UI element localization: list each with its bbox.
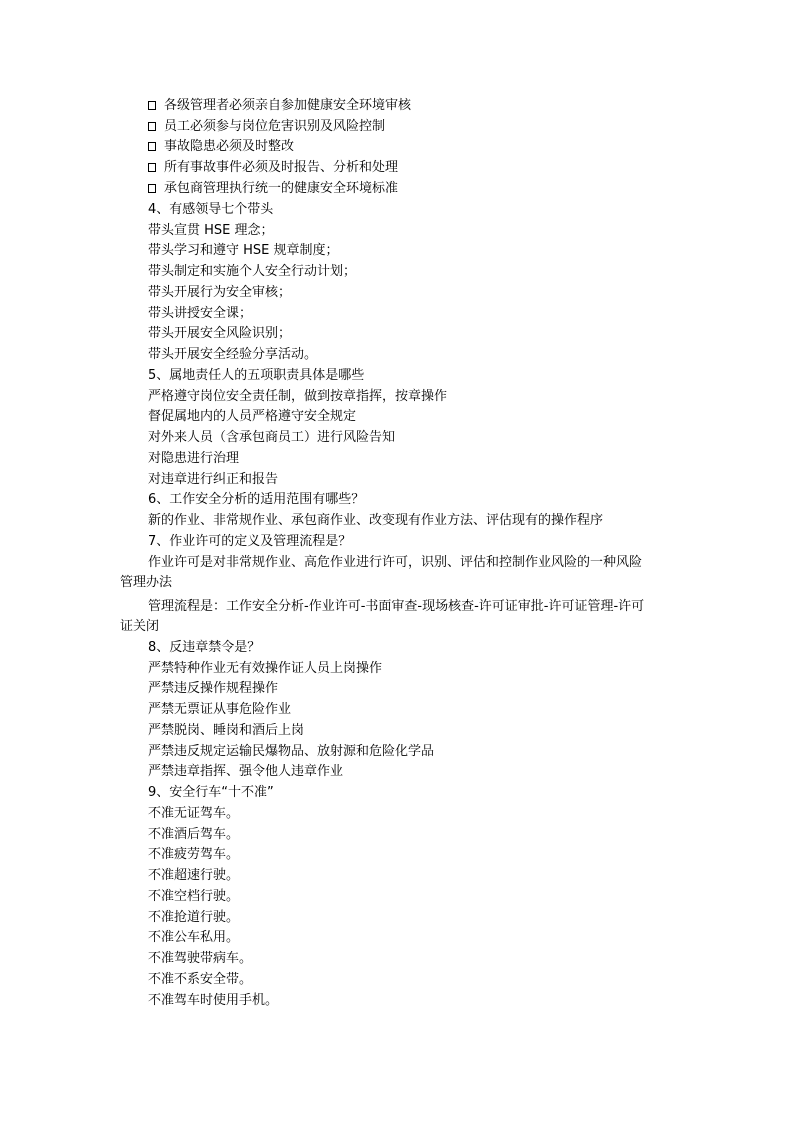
bullet-item: 承包商管理执行统一的健康安全环境标准 — [148, 179, 688, 200]
list-item: 不准无证驾车。 — [148, 806, 240, 821]
list-item: 带头宣贯 HSE 理念； — [148, 223, 274, 238]
checkbox-bullet-icon — [148, 142, 156, 151]
list-item: 不准超速行驶。 — [148, 868, 240, 883]
paragraph-line: 管理办法 — [120, 575, 173, 590]
list-item: 带头讲授安全课； — [148, 306, 253, 321]
list-item: 不准酒后驾车。 — [148, 827, 240, 842]
section-heading: 5、属地责任人的五项职责具体是哪些 — [148, 368, 365, 383]
bullet-item: 所有事故事件必须及时报告、分析和处理 — [148, 158, 688, 179]
checkbox-bullet-icon — [148, 101, 156, 110]
list-item: 不准抢道行驶。 — [148, 910, 240, 925]
list-item: 带头开展安全经验分享活动。 — [148, 347, 318, 362]
paragraph-line: 管理流程是：工作安全分析-作业许可-书面审查-现场核查-许可证审批-许可证管理-许可 — [148, 599, 645, 614]
section-heading: 4、有感领导七个带头 — [148, 202, 274, 217]
section-heading: 8、反违章禁令是？ — [148, 640, 261, 655]
list-item: 带头开展行为安全审核； — [148, 285, 292, 300]
bullet-item: 各级管理者必须亲自参加健康安全环境审核 — [148, 96, 688, 117]
checkbox-bullet-icon — [148, 184, 156, 193]
list-item: 不准不系安全带。 — [148, 972, 253, 987]
list-item: 严禁违反规定运输民爆物品、放射源和危险化学品 — [148, 744, 435, 759]
list-item: 不准公车私用。 — [148, 930, 240, 945]
list-item: 严禁无票证从事危险作业 — [148, 702, 292, 717]
checkbox-bullet-icon — [148, 163, 156, 172]
list-item: 不准疲劳驾车。 — [148, 847, 240, 862]
bullet-item: 事故隐患必须及时整改 — [148, 137, 688, 158]
list-item: 督促属地内的人员严格遵守安全规定 — [148, 409, 357, 424]
list-item: 严禁脱岗、睡岗和酒后上岗 — [148, 723, 305, 738]
section-heading: 7、作业许可的定义及管理流程是？ — [148, 534, 352, 549]
paragraph-line: 作业许可是对非常规作业、高危作业进行许可，识别、评估和控制作业风险的一种风险 — [148, 555, 643, 570]
checkbox-bullet-icon — [148, 122, 156, 131]
list-item: 严禁违章指挥、强令他人违章作业 — [148, 764, 344, 779]
paragraph-line: 证关闭 — [120, 619, 160, 634]
list-item: 严禁特种作业无有效操作证人员上岗操作 — [148, 661, 383, 676]
list-item: 严格遵守岗位安全责任制，做到按章指挥，按章操作 — [148, 389, 448, 404]
bullet-item: 员工必须参与岗位危害识别及风险控制 — [148, 117, 688, 138]
list-item: 对违章进行纠正和报告 — [148, 472, 279, 487]
list-item: 带头学习和遵守 HSE 规章制度； — [148, 243, 339, 258]
section-heading: 9、安全行车“十不准” — [148, 785, 274, 800]
list-item: 带头制定和实施个人安全行动计划； — [148, 264, 357, 279]
list-item: 带头开展安全风险识别； — [148, 326, 292, 341]
section-heading: 6、工作安全分析的适用范围有哪些？ — [148, 492, 365, 507]
list-item: 不准驾车时使用手机。 — [148, 993, 279, 1008]
list-item: 对外来人员（含承包商员工）进行风险告知 — [148, 430, 396, 445]
list-item: 对隐患进行治理 — [148, 451, 240, 466]
list-item: 严禁违反操作规程操作 — [148, 681, 279, 696]
list-item: 新的作业、非常规作业、承包商作业、改变现有作业方法、评估现有的操作程序 — [148, 513, 604, 528]
list-item: 不准驾驶带病车。 — [148, 951, 253, 966]
list-item: 不准空档行驶。 — [148, 889, 240, 904]
